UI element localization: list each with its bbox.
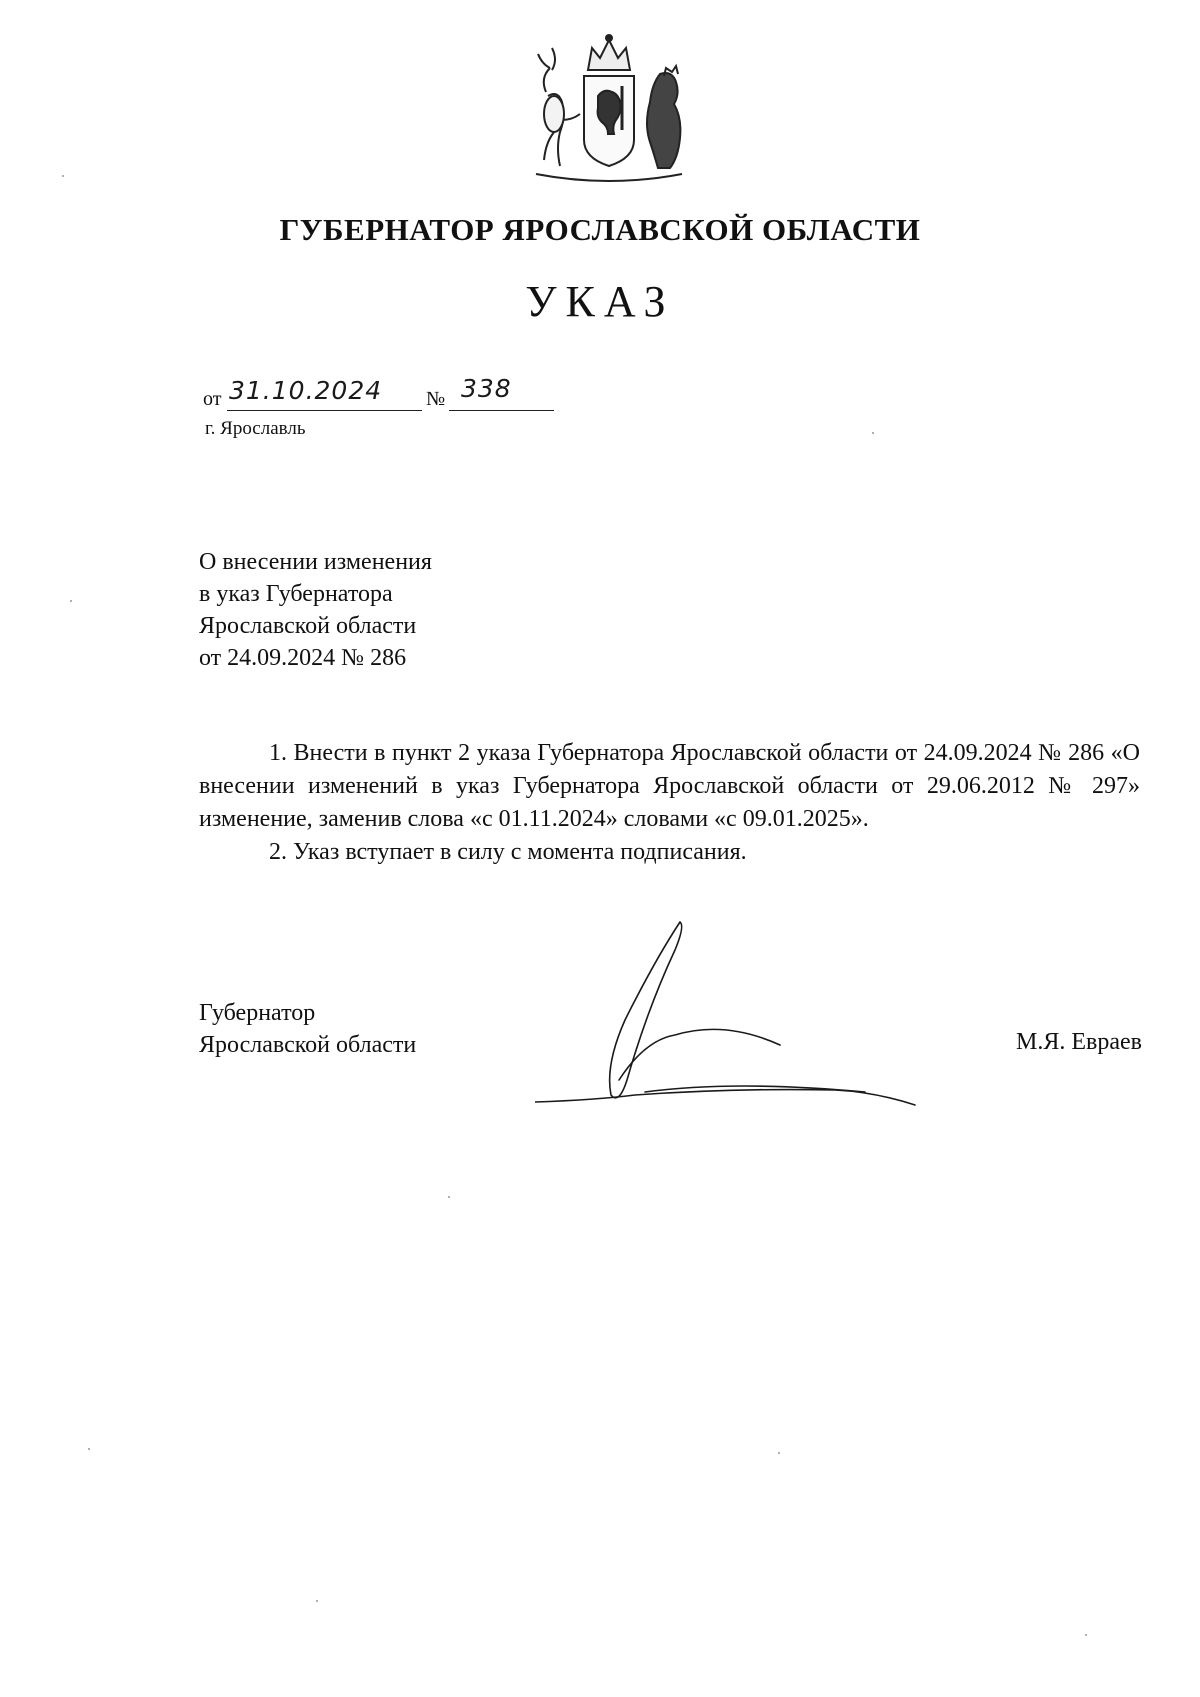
subject-line: в указ Губернатора	[199, 581, 393, 607]
scan-speck	[872, 432, 874, 434]
document-body	[199, 737, 1140, 869]
body-paragraph: 2. Указ вступает в силу с момента подписания.	[269, 839, 747, 865]
scan-speck	[62, 175, 64, 177]
position-line: Губернатор	[199, 1000, 316, 1026]
date-underline	[227, 410, 422, 411]
number-prefix: №	[426, 388, 446, 410]
handwritten-number: 338	[461, 374, 512, 403]
scan-speck	[88, 1448, 90, 1450]
subject-line: О внесении изменения	[199, 549, 432, 575]
signatory-position	[199, 997, 416, 1061]
subject-line: от 24.09.2024 № 286	[199, 645, 407, 671]
scan-speck	[1085, 1634, 1087, 1636]
position-line: Ярославской области	[199, 1032, 417, 1058]
scan-speck	[448, 1196, 450, 1198]
coat-of-arms-icon	[528, 30, 690, 188]
number-underline	[449, 410, 554, 411]
signature-icon	[535, 920, 935, 1110]
signatory-name: М.Я. Евраев	[1016, 1029, 1142, 1055]
scan-speck	[778, 1452, 780, 1454]
city: г. Ярославль	[205, 418, 306, 439]
handwritten-date: 31.10.2024	[229, 376, 383, 405]
scan-speck	[70, 600, 72, 602]
document-subject	[199, 546, 432, 674]
subject-line: Ярославской области	[199, 613, 417, 639]
body-paragraph: 1. Внести в пункт 2 указа Губернатора Ярославской области от 24.09.2024 № 286 «О внесении изменений в указ Губернатора Ярославской области от 29.06.2012 № 297» изменение, заменив слова «с 01.11.2024» словами «с 09.01.2025».	[199, 740, 1140, 832]
scan-speck	[316, 1600, 318, 1602]
date-prefix: от	[203, 388, 222, 410]
organization-title: ГУБЕРНАТОР ЯРОСЛАВСКОЙ ОБЛАСТИ	[279, 212, 921, 247]
document-type: УКАЗ	[525, 277, 675, 326]
